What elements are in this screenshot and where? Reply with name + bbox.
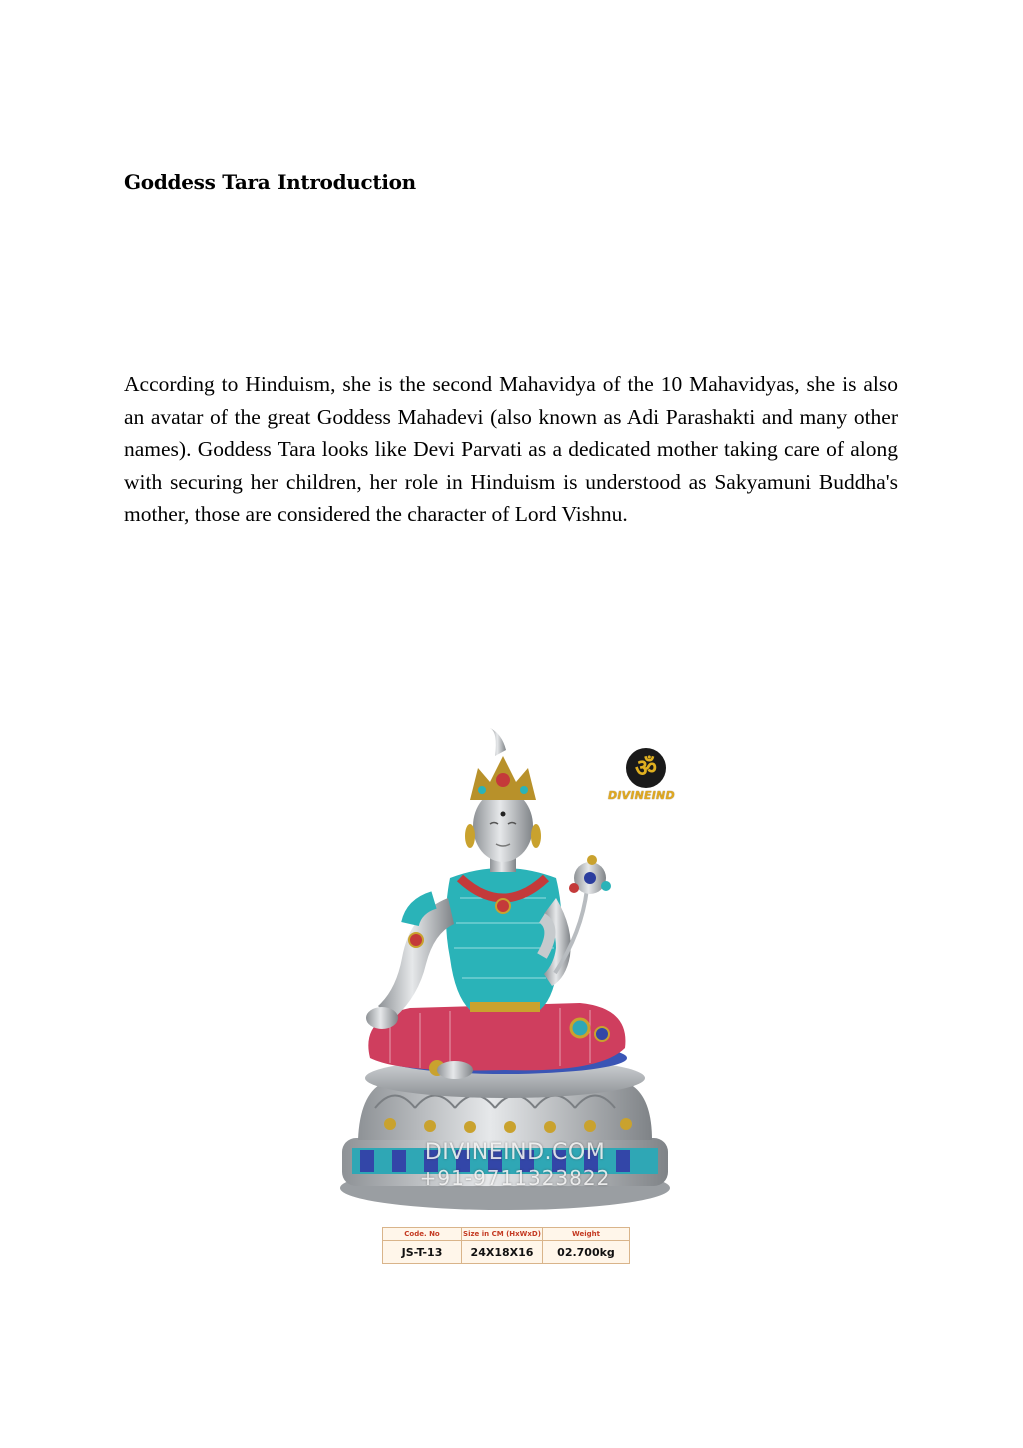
statue-lap — [368, 1003, 625, 1071]
om-logo-icon — [626, 748, 666, 788]
statue-face — [473, 790, 533, 862]
watermark-phone: +91-9711323822 — [419, 1166, 611, 1190]
product-image — [330, 728, 700, 1273]
spec-header-code: Code. No — [383, 1228, 462, 1241]
om-glyph: ॐ — [635, 754, 657, 782]
spec-table — [382, 1227, 630, 1264]
intro-paragraph: According to Hinduism, she is the second Mahavidya of the 10 Mahavidyas, she is also an avatar of the great Goddess Mahadevi (also known as Adi Parashakti and many other names). Goddess Tara looks like Devi Parvati as a dedicated mother taking care of along with securing her children, her role in Hinduism is understood as Sakyamuni Buddha's mother, those are considered the character of Lord Vishnu. — [124, 372, 898, 527]
spec-header-size: Size in CM (HxWxD) — [462, 1228, 543, 1241]
spec-header-weight: Weight — [543, 1228, 630, 1241]
watermark-site: DIVINEIND.COM — [424, 1140, 606, 1165]
lotus-flower — [569, 855, 611, 894]
statue-left-hand — [366, 1007, 398, 1029]
spec-value-row — [383, 1241, 630, 1264]
brand-logo-text: DIVINEIND — [608, 789, 675, 802]
spec-code-value: JS-T-13 — [383, 1241, 462, 1264]
spec-weight-value: 02.700kg — [543, 1241, 630, 1264]
statue-foot — [437, 1061, 473, 1079]
page-title: Goddess Tara Introduction — [124, 170, 416, 194]
spec-header-row — [383, 1228, 630, 1241]
spec-size-value: 24X18X16 — [462, 1241, 543, 1264]
